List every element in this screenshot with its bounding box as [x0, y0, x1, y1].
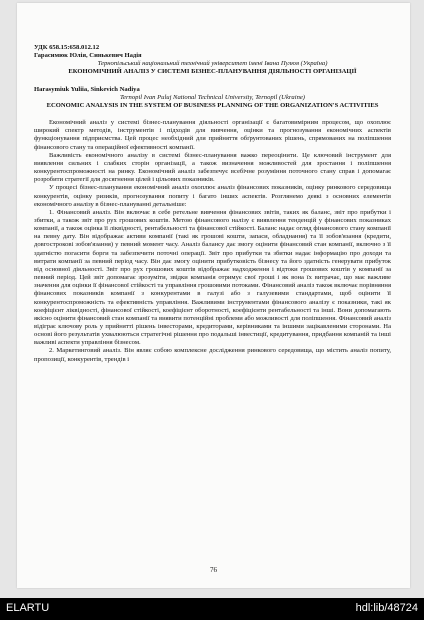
udk-code: УДК 658.15:658.012.12	[34, 44, 100, 51]
handle-label: hdl:lib/48724	[355, 602, 418, 614]
article-body	[34, 119, 391, 364]
paragraph-importance: Важливість економічного аналізу в системі бізнес-планування важко переоцінити. Це ключовий інструмент для виявлення сильних і слабких сторін організації, а також визначення можливостей для зростання і поліпшення конкурентоспроможності на ринку. Економічний аналіз забезпечує всебічне розуміння поточного стану справ і допомагає розробити стратегії для досягнення цілей і цільових показників.	[34, 151, 391, 184]
article-header	[34, 44, 391, 119]
page-content	[34, 44, 391, 364]
paragraph-marketing-analysis: 2. Маркетинговий аналіз. Він являє собою комплексне дослідження ринкового середовища, що містить аналіз попиту, пропозиції, конкурентів, трендів і	[34, 347, 391, 363]
authors-english: Harasymiuk Yuliia, Sinkevich Nadiya	[34, 85, 140, 93]
affiliation-ukrainian: Тернопільський національний технічний університет імені Івана Пулюя (Україна)	[97, 60, 328, 68]
page-number: 76	[210, 566, 217, 574]
paragraph-financial-analysis: 1. Фінансовий аналіз. Він включає в себе ретельне вивчення фінансових звітів, таких як баланс, звіт про прибутки і збитки, а також звіт про рух грошових коштів. Метою фінансового налізу є виявлення тенденцій у фінансових показниках компанії, а також оцінка її ліквідності, рентабельності та фінансової стійкості. Баланс надає огляд фінансового стану компанії на певну дату. Він відображає активи компанії (такі як грошові кошти, запаси, обладнання) та її зобов'язання (кредити, довгострокові зобов'язання) у певний момент часу. Аналіз балансу дає змогу оцінити фінансовий стан компанії, включно з її здатністю погасити борги та забезпечити поточні операції. Звіт про прибутки та збитки надає інформацію про доходи та витрати компанії за певний період часу. Він дає змогу оцінити прибутковість бізнесу та його здатність генерувати прибуток від основної діяльності. Звіт про рух грошових коштів відображає надходження і відтоки грошових коштів у компанії за певний період. Цей звіт допомагає зрозуміти, звідки компанія отримує свої гроші і як вона їх витрачає, що має важливе значення для оцінки її фінансової стійкості та управління грошовими потоками. Фінансовий аналіз також включає порівняння фінансових показників компанії з конкурентами в галузі або з галузевими стандартами, щоб оцінити її конкурентоспроможність та ефективність управління. Важливими інструментами фінансового аналізу є показники, такі як коефіцієнт ліквідності, фінансової стійкості, коефіцієнт оборотності, коефіцієнти рентабельності та інші. Вони допомагають якісно оцінити фінансовий стан компанії та виявити потенційні проблеми або можливості для поліпшення. Фінансовий аналіз відіграє ключову роль у прийнятті рішень інвесторами, кредиторами, керівниками та іншими зацікавленими сторонами. На основі його результатів ухвалюються стратегічні рішення про подальші інвестиції, кредитування, придбання компаній та інші важливі аспекти управління бізнесом.	[34, 208, 391, 347]
title-english: ECONOMIC ANALYSIS IN THE SYSTEM OF BUSINESS PLANNING OF THE ORGANIZATION'S ACTIVITIES	[46, 101, 379, 109]
footer-bar	[0, 598, 424, 620]
repository-label: ELARTU	[6, 602, 50, 614]
affiliation-english: Ternopil Ivan Puluj National Technical University, Ternopil (Ukraine)	[120, 93, 305, 101]
authors-ukrainian: Гарасимюк Юлія, Синькевич Надія	[34, 52, 142, 60]
paragraph-elements: У процесі бізнес-планування економічний аналіз охоплює аналіз фінансових показників, оцінку ринкового середовища конкурентів, оцінку ризиків, прогнозування попиту і багато інших аспектів. Розглянемо деякі з основних елементів економічного аналізу в бізнес-плануванні детальніше:	[34, 184, 391, 208]
title-ukrainian: ЕКОНОМІЧНИЙ АНАЛІЗ У СИСТЕМІ БІЗНЕС-ПЛАНУВАННЯ ДІЯЛЬНОСТІ ОРГАНІЗАЦІЇ	[68, 68, 357, 76]
document-page	[17, 3, 410, 588]
paragraph-intro: Економічний аналіз у системі бізнес-планування діяльності організації є багатовимірним процесом, що охоплює широкий спектр методів, інструментів і підходів для вивчення, оцінки та прогнозування економічних аспектів функціонування підприємства. Цей процес необхідний для прийняття обґрунтованих рішень, спрямованих на поліпшення фінансового стану та операційної ефективності компанії.	[34, 119, 391, 151]
